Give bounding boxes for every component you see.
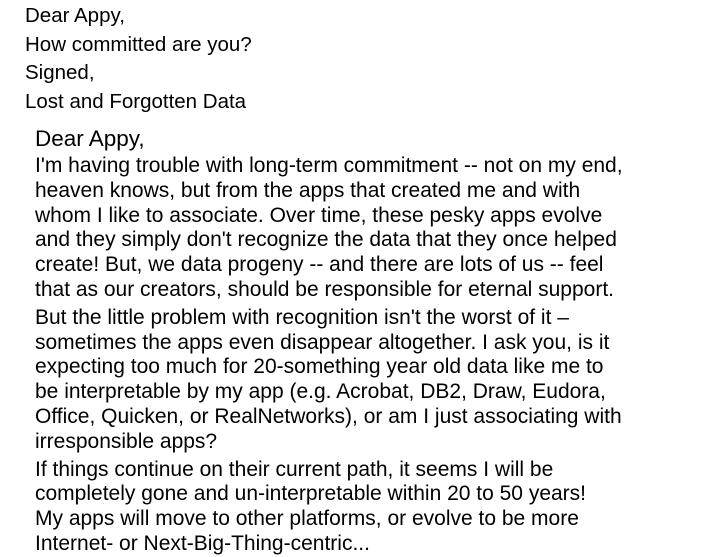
text-line: My apps will move to other platforms, or evolve to be more (35, 507, 579, 531)
text-line: create! But, we data progeny -- and there are lots of us -- feel (35, 253, 604, 277)
text-line: that as our creators, should be responsible for eternal support. (35, 277, 614, 301)
salutation-line: Signed, (25, 61, 95, 84)
salutation-block (25, 2, 252, 116)
text-line: sometimes the apps even disappear altogether. I ask you, is it (35, 330, 610, 354)
text-line: irresponsible apps? (35, 429, 218, 453)
text-line: heaven knows, but from the apps that created me and with (35, 178, 581, 202)
text-line: completely gone and un-interpretable within 20 to 50 years! (35, 482, 587, 506)
salutation-line: How committed are you? (25, 32, 252, 56)
letter-greeting: Dear Appy, (35, 126, 145, 151)
text-line: Office, Quicken, or RealNetworks), or am I just associating with (35, 404, 622, 428)
text-line: Internet- or Next-Big-Thing-centric... (35, 531, 370, 555)
paragraph-3 (35, 458, 715, 557)
text-line: expecting too much for 20-something year old data like me to (35, 355, 604, 379)
text-line: and they simply don't recognize the data that they once helped (35, 228, 617, 252)
salutation-line: Dear Appy, (25, 4, 125, 27)
text-line: But the little problem with recognition isn't the worst of it – (35, 305, 569, 329)
text-line: whom I like to associate. Over time, these pesky apps evolve (35, 203, 603, 227)
paragraph-2 (35, 306, 715, 455)
text-line: I'm having trouble with long-term commitment -- not on my end, (35, 154, 623, 177)
text-line: If things continue on their current path, it seems I will be (35, 457, 554, 481)
salutation-line: Lost and Forgotten Data (25, 89, 247, 113)
letter-body (35, 124, 715, 557)
text-line: be interpretable by my app (e.g. Acrobat, DB2, Draw, Eudora, (35, 380, 606, 404)
paragraph-1 (35, 154, 715, 303)
